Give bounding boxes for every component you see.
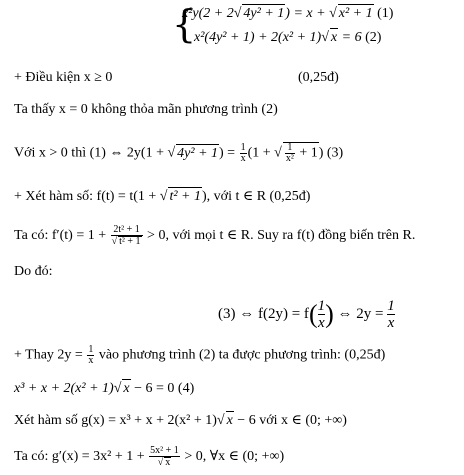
function-a: + Xét hàm số: f(t) = t(1 + <box>14 189 160 204</box>
derivative-den-radicand: t² + 1 <box>119 236 141 247</box>
function-line: + Xét hàm số: f(t) = t(1 + √ t² + 1), với t ∈ R (0,25đ) <box>14 189 311 204</box>
eq4-radicand: x <box>123 381 130 396</box>
transform-b: ) = <box>219 145 239 161</box>
gprime-b: > 0, ∀x ∈ (0; +∞) <box>180 449 285 465</box>
result-a: (3) ⇔ f(2y) = f <box>218 305 309 322</box>
transform-frac-den: x <box>240 153 246 164</box>
substitute-fraction <box>87 345 94 366</box>
result-num-1: 1 <box>317 298 326 314</box>
result-fraction-1 <box>318 298 326 331</box>
eq4-b: − 6 = 0 (4) <box>130 381 195 396</box>
eq1-tag: (1) <box>373 6 394 21</box>
equation-4-line: x³ + x + 2(x² + 1)√ x − 6 = 0 (4) <box>14 381 195 396</box>
function-radicand: t² + 1 <box>169 189 202 204</box>
transform-rad2-num: 1 <box>287 142 293 153</box>
eq2-tag: (2) <box>361 30 382 45</box>
transform-c: (1 + <box>247 145 275 161</box>
derivative-fraction <box>111 225 143 247</box>
result-num-2: 1 <box>387 298 395 314</box>
hence-line: Do đó: <box>14 264 53 279</box>
equation-2: x²(4y² + 1) + 2(x² + 1)√ x = 6 (2) <box>194 30 382 45</box>
result-den-2: x <box>387 315 395 331</box>
eq2-radicand: x <box>330 30 338 45</box>
derivative-line <box>14 225 415 247</box>
g-function-line: Xét hàm số g(x) = x³ + x + 2(x² + 1)√ x − 6 với x ∈ (0; +∞) <box>14 413 347 428</box>
substitute-den: x <box>88 355 94 366</box>
transform-frac-num: 1 <box>240 142 246 153</box>
eq2-part-b: = 6 <box>338 30 362 45</box>
transform-rad2-tail: + 1 <box>295 145 318 161</box>
g-b: − 6 với x ∈ (0; +∞) <box>233 413 347 428</box>
transform-radicand-1: 4y² + 1 <box>177 145 219 161</box>
derivative-b: > 0, với mọi t ∈ R. Suy ra f(t) đồng biến trên R. <box>143 228 416 244</box>
derivative-a: Ta có: f′(t) = 1 + <box>14 228 110 244</box>
eq1-radicand-2: x² + 1 <box>338 6 373 21</box>
gprime-fraction <box>149 446 180 468</box>
system-brace: { <box>172 2 197 46</box>
derivative-den: √ t² + 1 <box>111 236 141 247</box>
note-line: Ta thấy x = 0 không thỏa mãn phương trình (2) <box>14 102 278 117</box>
gprime-a: Ta có: g′(x) = 3x² + 1 + <box>14 449 149 465</box>
eq2-part-a: x²(4y² + 1) + 2(x² + 1) <box>194 30 322 45</box>
transform-radicand-2 <box>283 142 319 164</box>
gprime-den-radicand: x <box>165 457 171 468</box>
substitute-line <box>14 345 385 366</box>
transform-a: Với x > 0 thì (1) ⇔ 2y(1 + <box>14 145 168 161</box>
eq1-radicand-1: 4y² + 1 <box>243 6 285 21</box>
substitute-b: vào phương trình (2) ta được phương trình: (0,25đ) <box>95 347 386 363</box>
condition-score: (0,25đ) <box>298 70 339 85</box>
condition-text: + Điều kiện x ≥ 0 <box>14 70 113 85</box>
substitute-num: 1 <box>88 344 94 355</box>
g-derivative-line <box>14 446 284 468</box>
substitute-a: + Thay 2y = <box>14 347 87 363</box>
derivative-num: 2t² + 1 <box>113 224 140 235</box>
gprime-den: √ x <box>149 456 180 468</box>
condition-line <box>14 69 112 87</box>
eq1-part-a: x²y(2 + 2 <box>182 6 234 21</box>
eq1-part-b: ) = x + <box>285 6 330 21</box>
transform-line: Với x > 0 thì (1) ⇔ 2y(1 + √ 4y² + 1) = $\frac{1}{x}$ (1 + √ $\frac{1}{\text{x²}}$ + 1) (3) <box>14 142 344 164</box>
transform-rad2-den: x² <box>285 153 294 164</box>
g-radicand: x <box>226 413 233 428</box>
equation-1: x²y(2 + 2√ 4y² + 1) = x + √ x² + 1 (1) <box>182 6 394 21</box>
result-b: ⇔ 2y = <box>333 305 388 322</box>
transform-fraction <box>240 143 247 164</box>
result-den-1: x <box>318 315 325 331</box>
result-line: (3) ⇔ f(2y) = f( $\frac{1}{x}$ ) ⇔ 2y = $\frac{1}{x}$ <box>218 298 395 331</box>
function-b: ), với t ∈ R (0,25đ) <box>202 189 311 204</box>
eq4-a: x³ + x + 2(x² + 1) <box>14 381 114 396</box>
g-a: Xét hàm số g(x) = x³ + x + 2(x² + 1) <box>14 413 217 428</box>
transform-d: ) (3) <box>318 145 344 161</box>
result-fraction-2 <box>387 298 395 331</box>
gprime-num: 5x² + 1 <box>150 445 179 456</box>
